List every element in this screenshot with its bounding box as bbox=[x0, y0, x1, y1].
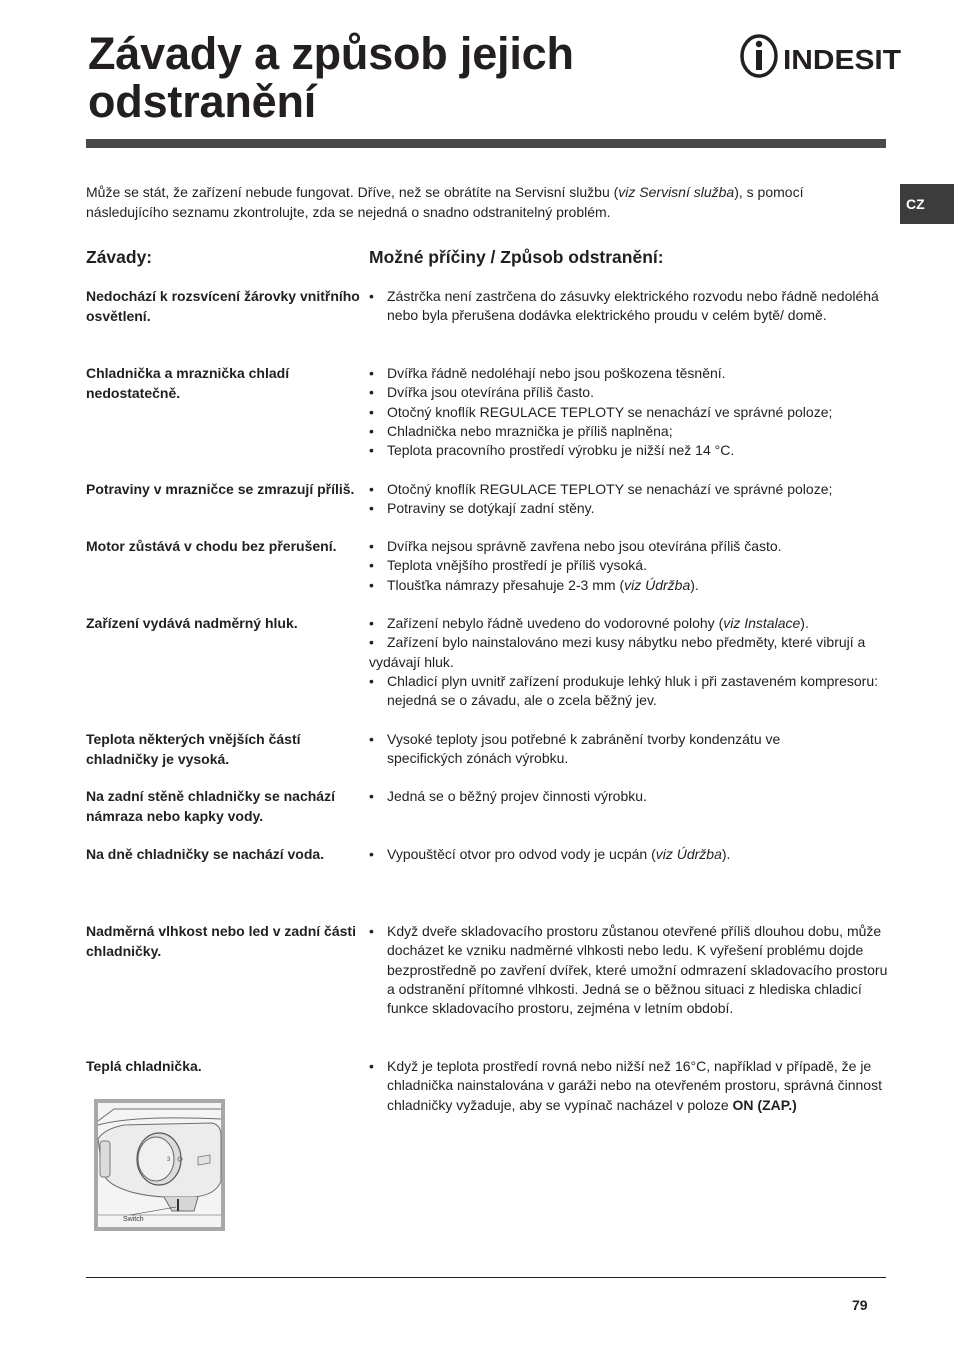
cause-item: • Dvířka jsou otevírána příliš často. bbox=[369, 383, 891, 402]
fault-label: Motor zůstává v chodu bez přerušení. bbox=[86, 538, 337, 554]
causes-heading: Možné příčiny / Způsob odstranění: bbox=[369, 247, 664, 267]
cause-item bbox=[369, 614, 891, 633]
cause-text: Zařízení nebylo řádně uvedeno do vodorovné polohy ( bbox=[387, 615, 724, 631]
cause-item: • Jedná se o běžný projev činnosti výrobku. bbox=[369, 787, 891, 806]
cause-ref: viz Instalace bbox=[723, 615, 801, 631]
cause-item: • Chladnička nebo mraznička je příliš naplněna; bbox=[369, 422, 891, 441]
cause-ref: viz Údržba bbox=[624, 576, 691, 593]
cause-item: • Teplota pracovního prostředí výrobku je nižší než 14 °C. bbox=[369, 441, 891, 460]
fault-label: Na zadní stěně chladničky se nachází námraza nebo kapky vody. bbox=[86, 788, 335, 824]
cause-item: • Dvířka nejsou správně zavřena nebo jsou otevírána příliš často. bbox=[369, 537, 891, 556]
cause-item: • Zařízení bylo nainstalováno mezi kusy nábytku nebo předměty, které vibrují a vydávají hluk. bbox=[369, 633, 891, 672]
causes-list bbox=[369, 845, 891, 864]
cause-tail: ). bbox=[690, 576, 699, 593]
intro-text-end: ), s pomocí následujícího seznamu zkontrolujte, zda se nejedná o snadno odstranitelný problém. bbox=[86, 184, 804, 220]
cause-text: Tloušťka námrazy přesahuje 2-3 mm ( bbox=[387, 576, 625, 593]
footer-rule bbox=[86, 1277, 886, 1278]
brand-wordmark: INDESIT bbox=[783, 44, 901, 75]
causes-list bbox=[369, 537, 891, 595]
cause-item bbox=[369, 576, 891, 595]
cause-item: • Otočný knoflík REGULACE TEPLOTY se nenachází ve správné poloze; bbox=[369, 403, 891, 422]
fault-label: Teplá chladnička. bbox=[86, 1058, 202, 1074]
cause-tail: ). bbox=[721, 846, 731, 862]
intro-ref: viz Servisní služba bbox=[618, 184, 735, 200]
causes-list bbox=[369, 364, 891, 460]
switch-label: Switch bbox=[123, 1216, 144, 1223]
cause-item: • Otočný knoflík REGULACE TEPLOTY se nenachází ve správné poloze; bbox=[369, 480, 891, 499]
fault-label: Zařízení vydává nadměrný hluk. bbox=[86, 615, 298, 631]
fault-label: Nedochází k rozsvícení žárovky vnitřního osvětlení. bbox=[86, 288, 360, 324]
cause-item bbox=[369, 1057, 891, 1115]
cause-strong: ON (ZAP.) bbox=[732, 1096, 797, 1113]
causes-list bbox=[369, 1057, 891, 1115]
causes-list bbox=[369, 614, 891, 710]
cause-item: • Potraviny se dotýkají zadní stěny. bbox=[369, 499, 891, 518]
cause-ref: viz Údržba bbox=[655, 846, 722, 862]
cause-text: Vypouštěcí otvor pro odvod vody je ucpán ( bbox=[387, 846, 656, 862]
page-number: 79 bbox=[852, 1297, 868, 1313]
fault-label: Chladnička a mraznička chladí nedostatečně. bbox=[86, 365, 290, 401]
language-tab: CZ bbox=[900, 184, 954, 224]
switch-illustration bbox=[94, 1099, 225, 1231]
indesit-logo bbox=[738, 32, 904, 80]
cause-tail: ). bbox=[800, 615, 809, 631]
intro-text: Může se stát, že zařízení nebude fungovat. Dříve, než se obrátíte na Servisní službu ( bbox=[86, 184, 619, 200]
intro-paragraph bbox=[86, 183, 886, 222]
causes-list bbox=[369, 287, 891, 326]
fault-label: Nadměrná vlhkost nebo led v zadní části chladničky. bbox=[86, 923, 356, 959]
fault-label: Na dně chladničky se nachází voda. bbox=[86, 846, 325, 862]
causes-list bbox=[369, 730, 809, 769]
dial-mark: 3 bbox=[167, 1157, 171, 1163]
title-rule bbox=[86, 139, 886, 148]
page-title: Závady a způsob jejich odstranění bbox=[88, 28, 574, 127]
cause-item: • Teplota vnějšího prostředí je příliš vysoká. bbox=[369, 556, 891, 575]
cause-item bbox=[369, 845, 891, 864]
cause-item: • Dvířka řádně nedoléhají nebo jsou poškozena těsnění. bbox=[369, 364, 891, 383]
cause-item: • Chladicí plyn uvnitř zařízení produkuje lehký hluk i při zastaveném kompresoru: nejedná se o závadu, ale o zcela běžný jev. bbox=[369, 672, 891, 711]
fault-label: Potraviny v mrazničce se zmrazují příliš. bbox=[86, 481, 355, 497]
cause-item: • Vysoké teploty jsou potřebné k zabránění tvorby kondenzátu ve specifických zónách výrobku. bbox=[369, 730, 809, 769]
cause-text: Když je teplota prostředí rovná nebo nižší než 16°C, například v případě, že je chladnička nainstalována v garáži nebo na otevřeném prostoru, správná činnost chladničky vyžaduje, aby se vypínač nacházel v poloze bbox=[387, 1058, 882, 1113]
cause-item: • Když dveře skladovacího prostoru zůstanou otevřené příliš dlouhou dobu, může docházet ke vzniku nadměrné vlhkosti nebo ledu. K vyřešení problému dojde bezprostředně po zavření dvířek, které umožní odmrazení skladovacího prostoru a odstranění přítomné vlhkosti. Jedná se o běžnou situaci z hlediska chladicí funkce skladovacího prostoru, zejména v letním období. bbox=[369, 922, 891, 1018]
faults-heading: Závady: bbox=[86, 247, 153, 267]
causes-list bbox=[369, 922, 891, 1018]
cause-item: • Zástrčka není zastrčena do zásuvky elektrického rozvodu nebo řádně nedoléhá nebo byla přerušena dodávka elektrického proudu v celém bytě/ domě. bbox=[369, 287, 891, 326]
causes-list bbox=[369, 480, 891, 519]
causes-list bbox=[369, 787, 891, 806]
fault-label: Teplota některých vnějších částí chladničky je vysoká. bbox=[86, 731, 301, 767]
